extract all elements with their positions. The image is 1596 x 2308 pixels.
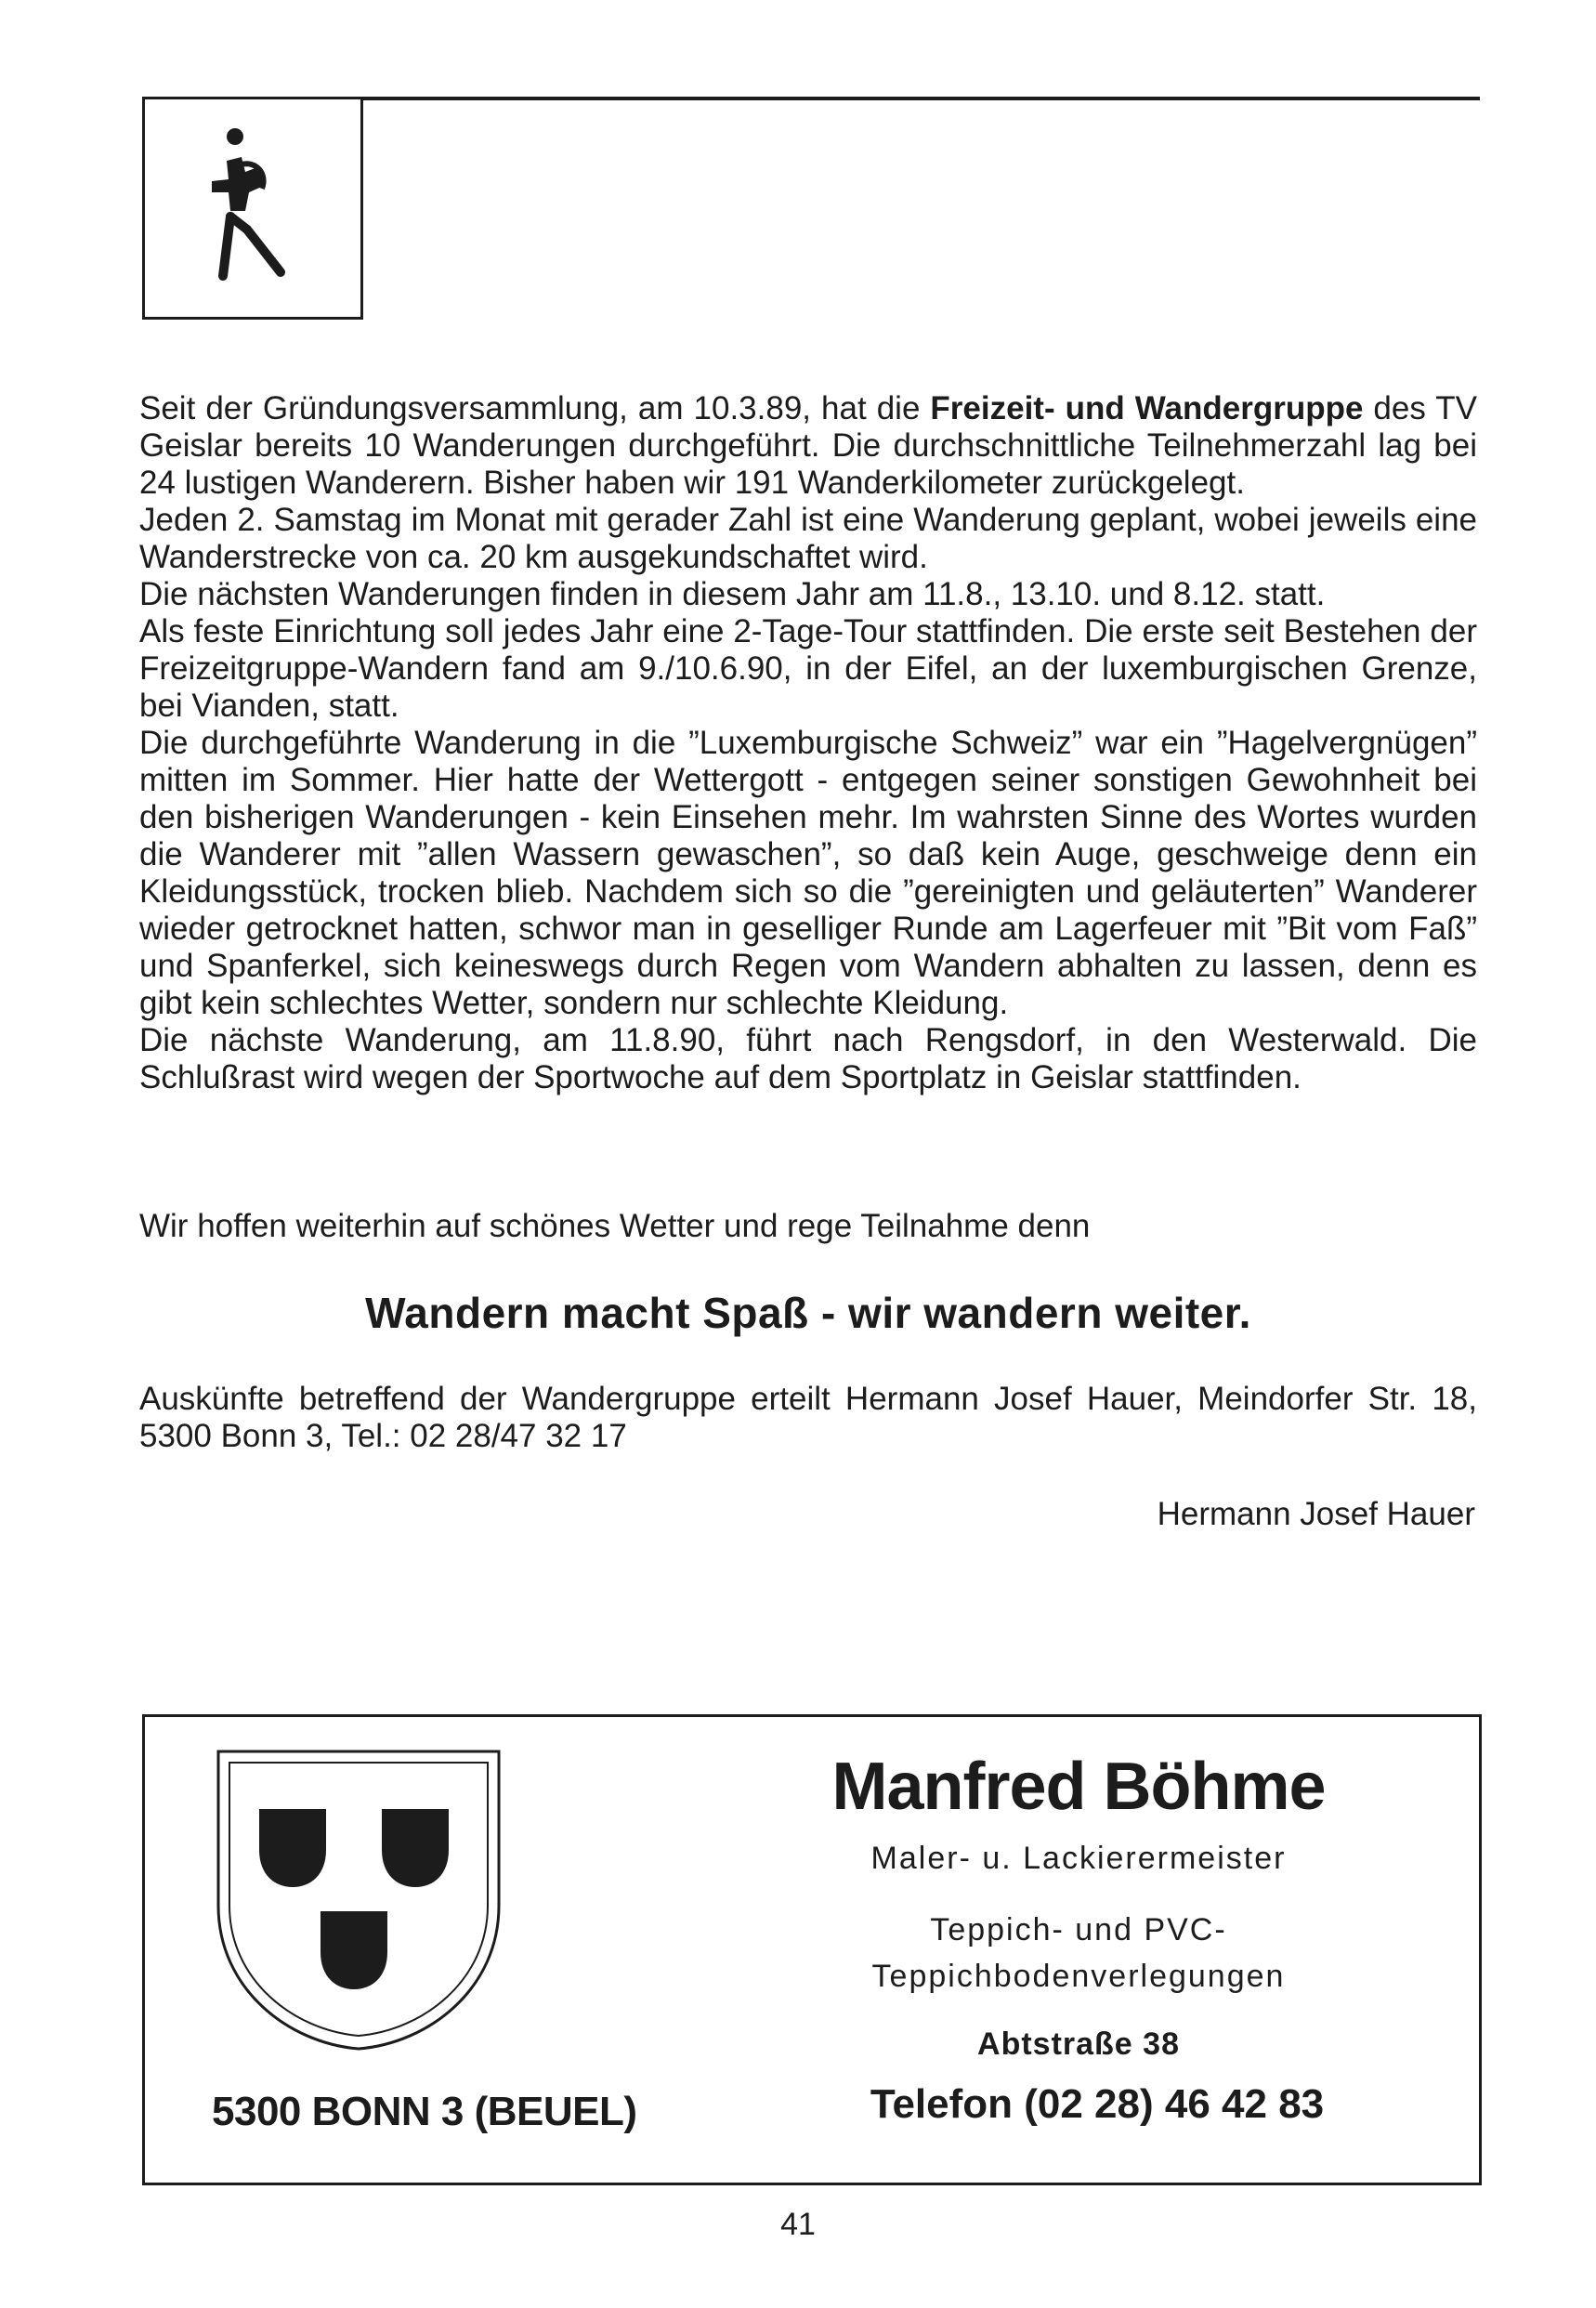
ad-city: 5300 BONN 3 (BEUEL)	[212, 2089, 637, 2134]
paragraph-two-day-tour: Als feste Einrichtung soll jedes Jahr eine 2-Tage-Tour stattfinden. Die erste seit Bestehen der Freizeitgruppe-Wandern fand am 9./10.6.90, in der Eifel, an der luxemburgischen Grenze, bei Vianden, statt.	[139, 613, 1477, 724]
paragraph-next-hike: Die nächste Wanderung, am 11.8.90, führt nach Rengsdorf, in den Westerwald. Die Schlußrast wird wegen der Sportwoche auf dem Sportplatz in Geislar stattfinden.	[139, 1022, 1477, 1095]
ad-trade: Maler- u. Lackierermeister	[870, 1841, 1287, 1876]
closing-line: Wir hoffen weiterhin auf schönes Wetter und rege Teilnahme denn	[139, 1208, 1091, 1244]
page-number: 41	[780, 2207, 816, 2242]
contact-info: Auskünfte betreffend der Wandergruppe erteilt Hermann Josef Hauer, Meindorfer Str. 18, 5300 Bonn 3, Tel.: 02 28/47 32 17	[139, 1381, 1477, 1454]
ad-business-name: Manfred Böhme	[831, 1750, 1326, 1824]
article-body	[139, 390, 1477, 1096]
paragraph-schedule: Jeden 2. Samstag im Monat mit gerader Zahl ist eine Wanderung geplant, wobei jeweils eine Wanderstrecke von ca. 20 km ausgekundschaftet wird.	[139, 502, 1477, 575]
ad-address: Abtstraße 38	[977, 2026, 1180, 2062]
ad-services	[712, 1907, 1446, 2000]
group-name-highlight: Freizeit- und Wandergruppe	[930, 390, 1364, 426]
ad-service-line1: Teppich- und PVC-	[930, 1912, 1227, 1947]
ad-phone: Telefon (02 28) 46 42 83	[870, 2081, 1325, 2127]
paragraph-founding-start: Seit der Gründungsversammlung, am 10.3.89, hat die	[139, 390, 931, 426]
paragraph-founding	[139, 390, 1477, 502]
ad-details	[712, 1745, 1446, 2130]
paragraph-founding-end: des TV Geislar bereits 10 Wanderungen durchgeführt. Die durchschnittliche Teilnehmerzahl lag bei 24 lustigen Wanderern. Bisher haben wir 191 Wanderkilometer zurückgelegt.	[139, 390, 1477, 501]
paragraph-luxembourg-hike: Die durchgeführte Wanderung in die ”Luxemburgische Schweiz” war ein ”Hagelvergnügen” mitten im Sommer. Hier hatte der Wettergott - entgegen seiner sonstigen Gewohnheit bei den bisherigen Wanderungen - kein Einsehen mehr. Im wahrsten Sinne des Wortes wurden die Wanderer mit ”allen Wassern gewaschen”, so daß kein Auge, geschweige denn ein Kleidungsstück, trocken blieb. Nachdem sich so die ”gereinigten und geläuterten” Wanderer wieder getrocknet hatten, schwor man in geselliger Runde am Lagerfeuer mit ”Bit vom Faß” und Spanferkel, sich keineswegs durch Regen vom Wandern abhalten zu lassen, denn es gibt kein schlechtes Wetter, sondern nur schlechte Kleidung.	[139, 725, 1477, 1021]
paragraph-next-dates: Die nächsten Wanderungen finden in diesem Jahr am 11.8., 13.10. und 8.12. statt.	[139, 576, 1326, 612]
hiker-pictogram-icon	[145, 99, 360, 317]
slogan-heading: Wandern macht Spaß - wir wandern weiter.	[365, 1289, 1251, 1337]
advertisement-box	[142, 1714, 1482, 2185]
hiker-pictogram-box	[142, 97, 363, 320]
coat-of-arms-shield-icon	[215, 1748, 503, 2054]
author-signature: Hermann Josef Hauer	[1157, 1496, 1475, 1532]
ad-service-line2: Teppichbodenverlegungen	[871, 1959, 1286, 1994]
